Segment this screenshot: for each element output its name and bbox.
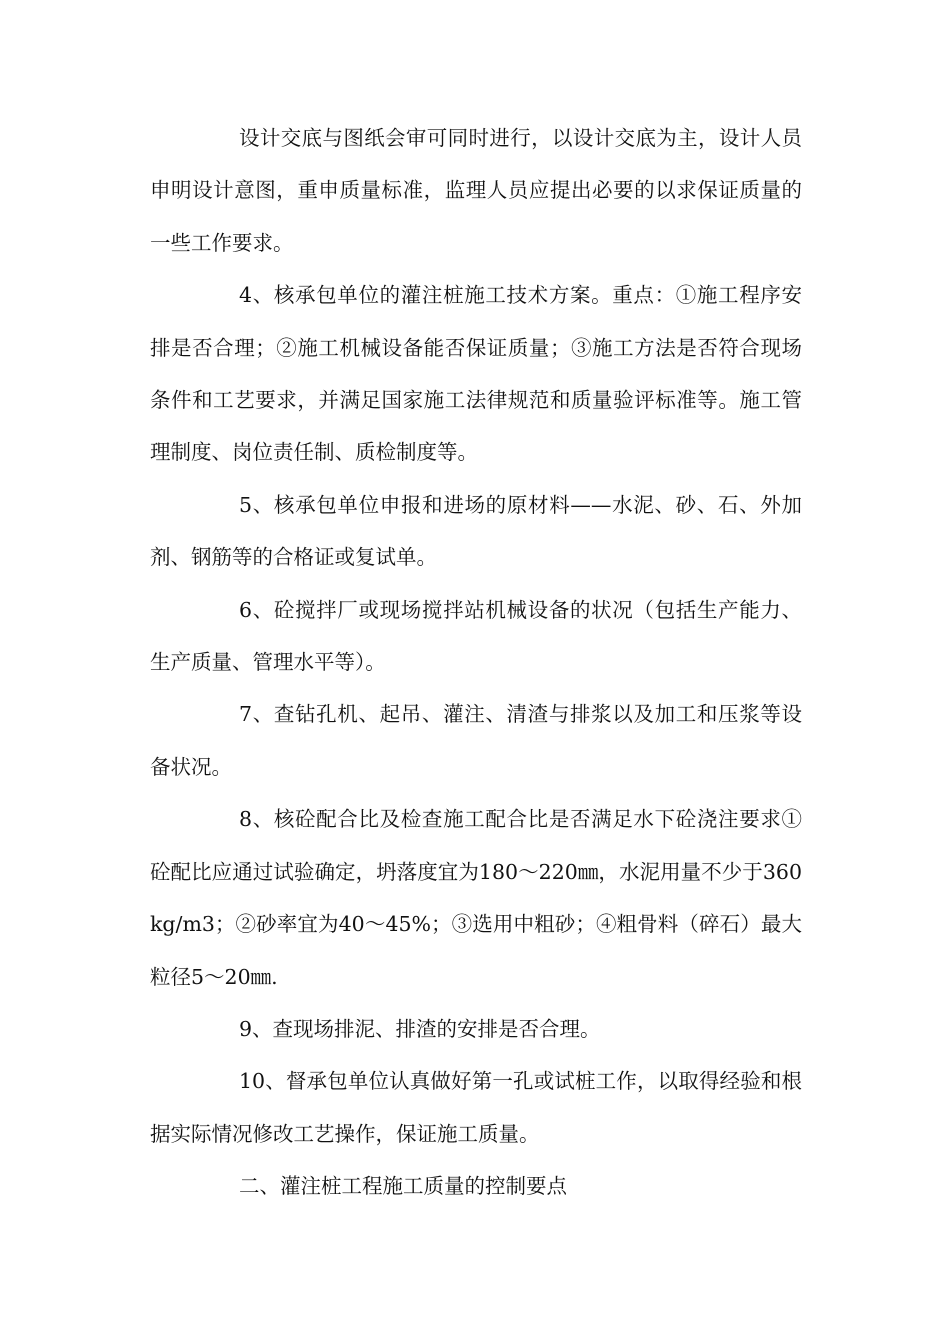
paragraph-item-4: 4、核承包单位的灌注桩施工技术方案。重点：①施工程序安排是否合理；②施工机械设备能否保证质量；③施工方法是否符合现场条件和工艺要求，并满足国家施工法律规范和质量验评标准等。施工管理制度、岗位责任制、质检制度等。: [150, 283, 802, 465]
document-body: [150, 112, 802, 1213]
paragraph-item-9: 9、查现场排泥、排渣的安排是否合理。: [239, 1016, 601, 1041]
paragraph-item-7: 7、查钻孔机、起吊、灌注、清渣与排浆以及加工和压浆等设备状况。: [150, 702, 802, 779]
paragraph-item-10: 10、督承包单位认真做好第一孔或试桩工作，以取得经验和根据实际情况修改工艺操作，保证施工质量。: [150, 1069, 802, 1146]
section-heading: 二、灌注桩工程施工质量的控制要点: [239, 1174, 567, 1199]
paragraph-item-6: 6、砼搅拌厂或现场搅拌站机械设备的状况（包括生产能力、生产质量、管理水平等）。: [150, 597, 802, 675]
paragraph-item-5: 5、核承包单位申报和进场的原材料——水泥、砂、石、外加剂、钢筋等的合格证或复试单。: [150, 492, 802, 570]
paragraph-design-disclosure: 设计交底与图纸会审可同时进行，以设计交底为主，设计人员申明设计意图，重申质量标准，监理人员应提出必要的以求保证质量的一些工作要求。: [150, 126, 802, 255]
paragraph-item-8: 8、核砼配合比及检查施工配合比是否满足水下砼浇注要求①砼配比应通过试验确定，坍落度宜为180～220㎜，水泥用量不少于360kg/m3；②砂率宜为40～45%；③选用中粗砂；④粗骨料（碎石）最大粒径5～20㎜.: [150, 807, 802, 989]
